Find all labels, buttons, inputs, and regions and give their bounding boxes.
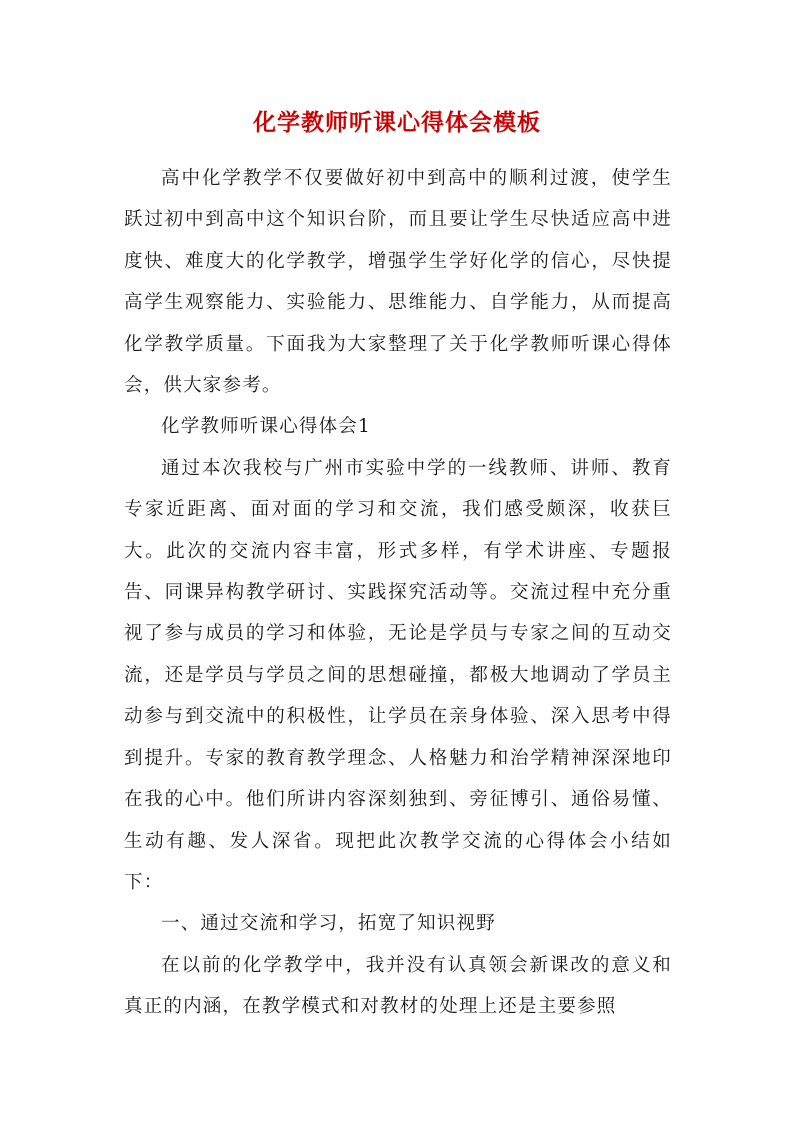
subsection-heading: 一、通过交流和学习，拓宽了知识视野 (161, 913, 496, 935)
document-title: 化学教师听课心得体会模板 (253, 109, 541, 136)
section-heading: 化学教师听课心得体会1 (161, 416, 371, 438)
intro-paragraph: 高中化学教学不仅要做好初中到高中的顺利过渡，使学生跃过初中到高中这个知识台阶，而且要让学生尽快适应高中进度快、难度大的化学教学，增强学生学好化学的信心，尽快提高学生观察能力、实验能力、思维能力、自学能力，从而提高化学教学质量。下面我为大家整理了关于化学教师听课心得体会，供大家参考。 (124, 168, 672, 397)
document-body (124, 158, 672, 1028)
body-paragraph: 在以前的化学教学中，我并没有认真领会新课改的意义和真正的内涵，在教学模式和对教材的处理上还是主要参照 (124, 954, 672, 1018)
body-paragraph: 通过本次我校与广州市实验中学的一线教师、讲师、教育专家近距离、面对面的学习和交流，我们感受颇深，收获巨大。此次的交流内容丰富，形式多样，有学术讲座、专题报告、同课异构教学研讨、实践探究活动等。交流过程中充分重视了参与成员的学习和体验，无论是学员与专家之间的互动交流，还是学员与学员之间的思想碰撞，都极大地调动了学员主动参与到交流中的积极性，让学员在亲身体验、深入思考中得到提升。专家的教育教学理念、人格魅力和治学精神深深地印在我的心中。他们所讲内容深刻独到、旁征博引、通俗易懂、生动有趣、发人深省。现把此次教学交流的心得体会小结如下： (124, 457, 672, 893)
